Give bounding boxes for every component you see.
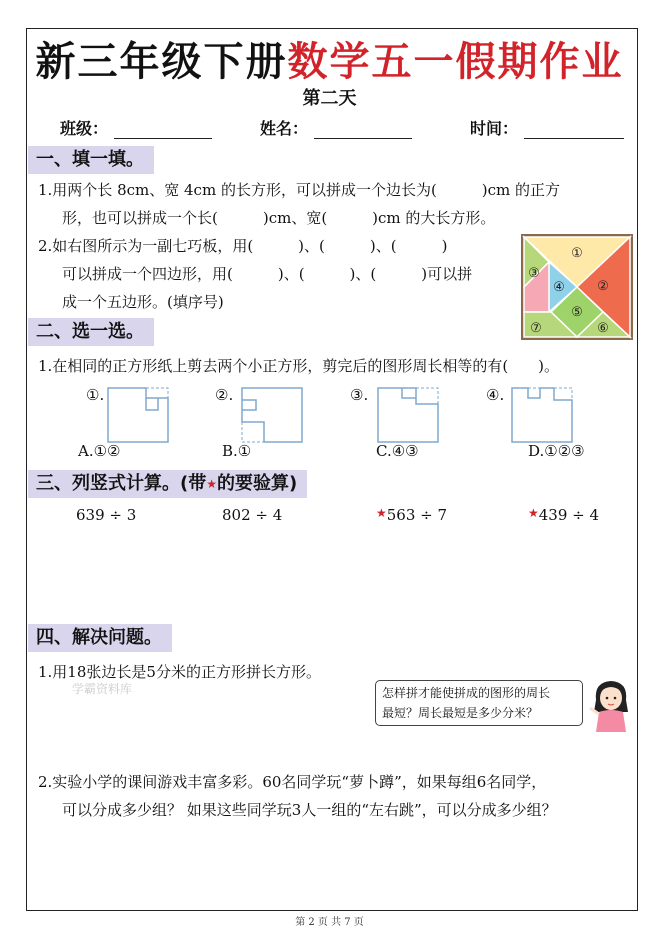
tangram-label-3: ③: [528, 266, 540, 281]
q2-line2: 可以拼成一个四边形，用( )、( )、( )可以拼: [62, 265, 473, 283]
hint-bubble: [375, 680, 583, 726]
tangram-label-1: ①: [571, 246, 583, 261]
option-b[interactable]: B.①: [222, 442, 252, 460]
title-homework: 数学五一假期作业: [287, 39, 624, 85]
section-vertical-calc: [28, 470, 307, 498]
time-blank[interactable]: [524, 122, 624, 139]
problem-2-line2: 可以分成多少组？ 如果这些同学玩3人一组的“左右跳”，可以分成多少组？: [62, 801, 557, 819]
figure-4: [510, 386, 574, 444]
q1-line1: 1.用两个长 8cm、宽 4cm 的长方形，可以拼成一个边长为( )cm 的正方: [38, 181, 561, 199]
figure-2: [240, 386, 304, 444]
name-label: 姓名：: [260, 119, 309, 138]
calc-item-1: [76, 506, 136, 524]
calc-star-4: ★: [528, 506, 539, 520]
girl-illustration: [588, 678, 634, 732]
problem-2-line1: 2.实验小学的课间游戏丰富多彩。60名同学玩“萝卜蹲”，如果每组6名同学，: [38, 773, 547, 791]
calc-item-4: [528, 506, 599, 524]
figure-label-1: ①.: [86, 386, 105, 404]
section-choose: 二、选一选。: [28, 318, 154, 346]
choice-question: 1.在相同的正方形纸上剪去两个小正方形，剪完后的图形周长相等的有( )。: [38, 357, 560, 375]
problem-1: 1.用18张边长是5分米的正方形拼长方形。: [38, 663, 321, 681]
option-c[interactable]: C.④③: [376, 442, 419, 460]
calc-item-3: [376, 506, 447, 524]
bubble-line-1: 怎样拼才能使拼成的图形的周长: [382, 686, 551, 700]
figure-1: [106, 386, 170, 444]
name-field[interactable]: [260, 116, 412, 139]
figure-3: [376, 386, 440, 444]
tangram-figure: [521, 234, 633, 340]
class-blank[interactable]: [114, 122, 212, 139]
tangram-label-2: ②: [597, 279, 609, 294]
tangram-label-6: ⑥: [597, 321, 609, 336]
section-solve-problems: 四、解决问题。: [28, 624, 172, 652]
class-label: 班级：: [60, 119, 109, 138]
option-d[interactable]: D.①②③: [528, 442, 585, 460]
figure-label-2: ②.: [215, 386, 234, 404]
q2-line3: 成一个五边形。(填序号): [62, 293, 224, 311]
calc-expr-3: 563 ÷ 7: [386, 506, 448, 524]
calc-expr-2: 802 ÷ 4: [222, 506, 283, 524]
star-icon: ★: [206, 477, 217, 491]
section-calc-tail: 的要验算): [217, 473, 298, 494]
watermark: 学霸资料库: [72, 682, 133, 696]
tangram-label-4: ④: [553, 280, 565, 295]
page-footer: 第 2 页 共 7 页: [295, 917, 364, 928]
tangram-label-5: ⑤: [571, 305, 583, 320]
tangram-label-7: ⑦: [530, 321, 542, 336]
calc-item-2: [222, 506, 282, 524]
calc-star-3: ★: [376, 506, 387, 520]
title-grade: 新三年级下册: [35, 39, 288, 85]
option-a[interactable]: A.①②: [78, 442, 121, 460]
section-calc-head: 三、列竖式计算。(带: [36, 473, 207, 494]
name-blank[interactable]: [314, 122, 412, 139]
class-field[interactable]: [60, 116, 212, 139]
q1-line2: 形，也可以拼成一个长( )cm、宽( )cm 的大长方形。: [62, 209, 496, 227]
calc-expr-1: 639 ÷ 3: [76, 506, 137, 524]
day-subtitle: 第二天: [302, 88, 357, 109]
time-label: 时间：: [470, 119, 519, 138]
calc-expr-4: 439 ÷ 4: [538, 506, 600, 524]
bubble-line-2: 最短？周长最短是多少分米？: [382, 706, 539, 720]
q2-line1: 2.如右图所示为一副七巧板，用( )、( )、( ): [38, 237, 448, 255]
figure-label-4: ④.: [486, 386, 505, 404]
time-field[interactable]: [470, 116, 624, 139]
figure-label-3: ③.: [350, 386, 369, 404]
page-title: [0, 30, 659, 87]
section-fill-in: 一、填一填。: [28, 146, 154, 174]
